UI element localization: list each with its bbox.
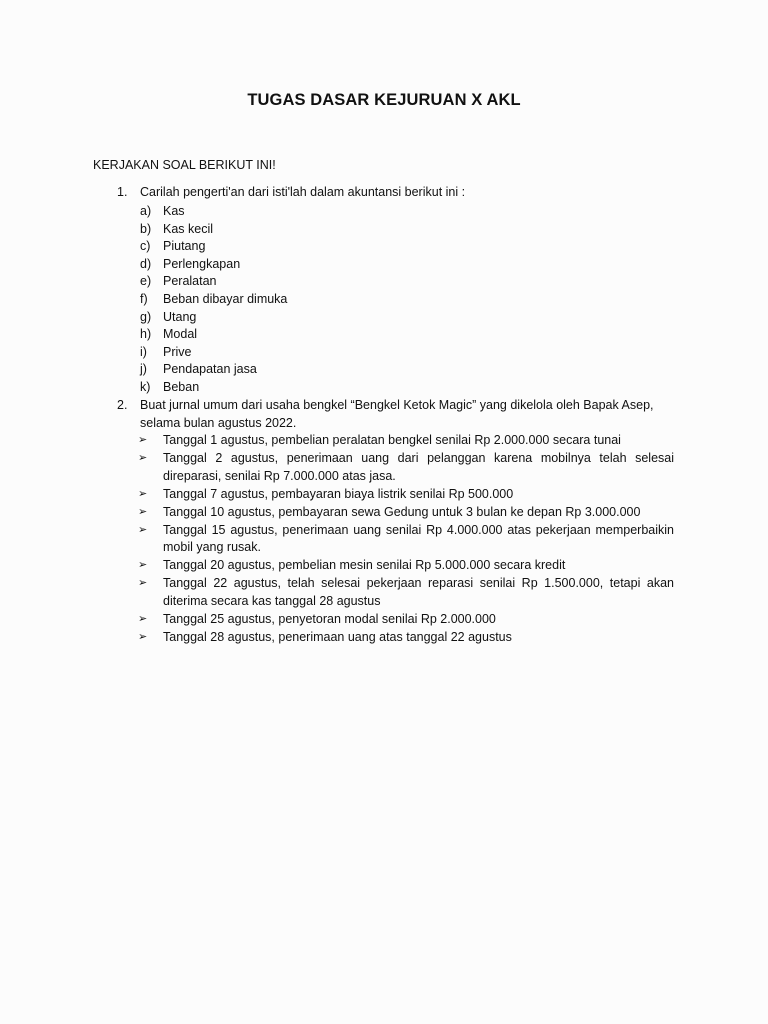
list-item xyxy=(138,611,674,629)
arrow-bullet-icon: ➢ xyxy=(138,612,148,625)
item-letter: i) xyxy=(140,344,147,359)
list-item xyxy=(138,575,674,610)
arrow-bullet-icon: ➢ xyxy=(138,577,148,590)
arrow-bullet-icon: ➢ xyxy=(138,559,148,572)
question-number: 2. xyxy=(117,398,128,412)
list-item xyxy=(138,504,674,522)
transaction-text: Tanggal 10 agustus, pembayaran sewa Gedung untuk 3 bulan ke depan Rp 3.000.000 xyxy=(163,504,641,519)
transaction-text: Tanggal 28 agustus, penerimaan uang atas tanggal 22 agustus xyxy=(163,629,512,644)
item-text: Peralatan xyxy=(163,274,217,289)
item-text: Prive xyxy=(163,344,192,359)
transaction-text: Tanggal 25 agustus, penyetoran modal senilai Rp 2.000.000 xyxy=(163,611,496,626)
item-text: Utang xyxy=(163,309,197,324)
item-letter: a) xyxy=(140,204,152,218)
arrow-bullet-icon: ➢ xyxy=(138,434,148,446)
list-item xyxy=(138,522,674,557)
item-text: Pendapatan jasa xyxy=(163,362,257,377)
list-item xyxy=(138,450,674,485)
transaction-text: Tanggal 7 agustus, pembayaran biaya listrik senilai Rp 500.000 xyxy=(163,486,514,501)
transaction-text: Tanggal 2 agustus, penerimaan uang dari pelanggan karena mobilnya telah selesai direparasi, senilai Rp 7.000.000 atas jasa. xyxy=(163,450,674,483)
item-letter: d) xyxy=(140,256,152,271)
list-item xyxy=(138,629,674,647)
arrow-bullet-icon: ➢ xyxy=(138,487,148,500)
list-item xyxy=(138,486,674,504)
question-text: Buat jurnal umum dari usaha bengkel “Bengkel Ketok Magic” yang dikelola oleh Bapak Asep, selama bulan agustus 2022. xyxy=(140,398,654,430)
transaction-text: Tanggal 22 agustus, telah selesai pekerjaan reparasi senilai Rp 1.500.000, tetapi akan diterima secara kas tanggal 28 agustus xyxy=(163,576,674,608)
item-letter: j) xyxy=(140,362,147,377)
item-text: Modal xyxy=(163,327,198,342)
list-item xyxy=(138,432,674,450)
item-letter: h) xyxy=(140,327,152,342)
transaction-text: Tanggal 20 agustus, pembelian mesin senilai Rp 5.000.000 secara kredit xyxy=(163,558,566,573)
arrow-bullet-icon: ➢ xyxy=(138,523,148,536)
transaction-text: Tanggal 15 agustus, penerimaan uang senilai Rp 4.000.000 atas pekerjaan memperbaikin mobil yang rusak. xyxy=(163,522,674,555)
question-1 xyxy=(0,184,768,202)
item-letter: f) xyxy=(140,291,148,306)
item-text: Beban xyxy=(163,379,200,394)
arrow-bullet-icon: ➢ xyxy=(138,505,148,518)
arrow-bullet-icon: ➢ xyxy=(138,630,148,643)
item-text: Kas xyxy=(163,204,185,218)
item-letter: b) xyxy=(140,221,152,236)
transaction-text: Tanggal 1 agustus, pembelian peralatan bengkel senilai Rp 2.000.000 secara tunai xyxy=(163,433,621,447)
instruction-text: KERJAKAN SOAL BERIKUT INI! xyxy=(93,158,276,172)
item-text: Kas kecil xyxy=(163,221,214,236)
question-number: 1. xyxy=(117,185,128,199)
question-2 xyxy=(0,397,768,433)
item-text: Beban dibayar dimuka xyxy=(163,291,288,306)
item-text: Piutang xyxy=(163,239,206,254)
item-letter: e) xyxy=(140,274,152,289)
item-letter: c) xyxy=(140,239,151,254)
transaction-list xyxy=(138,432,674,647)
item-text: Perlengkapan xyxy=(163,256,241,271)
question-text: Carilah pengerti'an dari isti'lah dalam akuntansi berikut ini : xyxy=(140,185,466,199)
item-letter: k) xyxy=(140,379,151,394)
list-item xyxy=(138,557,674,575)
item-letter: g) xyxy=(140,309,152,324)
document-title: TUGAS DASAR KEJURUAN X AKL xyxy=(247,91,521,109)
arrow-bullet-icon: ➢ xyxy=(138,451,148,464)
